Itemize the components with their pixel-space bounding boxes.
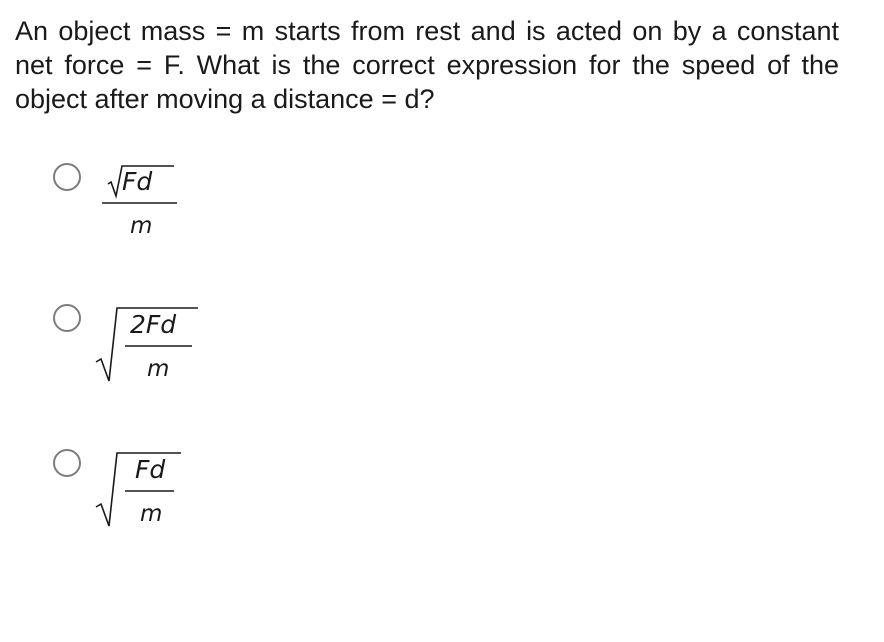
answer-option-3[interactable]: [50, 437, 250, 547]
formula-denominator: m: [140, 501, 163, 527]
formula-numerator: Fd: [122, 167, 153, 196]
formula-option-2: [50, 292, 250, 402]
formula-denominator: m: [130, 213, 153, 239]
answer-option-1[interactable]: [50, 152, 250, 262]
formula-option-3: [50, 437, 250, 547]
question-text: An object mass = m starts from rest and is acted on by a constant net force = F. What is the correct expression for the speed of the object after moving a distance = d?: [15, 16, 839, 114]
formula-numerator: Fd: [135, 455, 166, 484]
formula-denominator: m: [147, 356, 170, 382]
answer-option-2[interactable]: [50, 292, 250, 402]
formula-option-1: [50, 152, 250, 262]
formula-numerator: 2Fd: [130, 310, 177, 339]
